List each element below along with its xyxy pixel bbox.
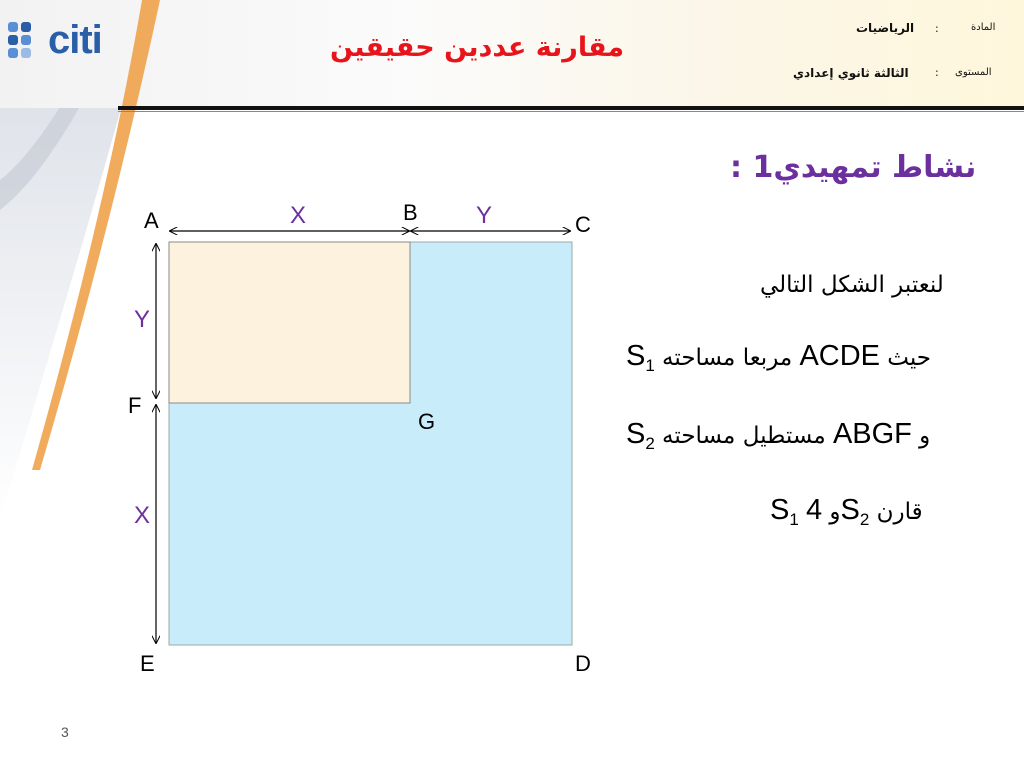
- compare-and: و: [829, 499, 841, 525]
- and-word: و: [919, 423, 931, 449]
- definition-line-1: [626, 340, 931, 376]
- point-b-label: B: [403, 200, 418, 225]
- area-s1: $S_1$: [626, 340, 655, 375]
- point-e-label: E: [140, 651, 155, 676]
- rectangle-area-text: مستطيل مساحته: [662, 423, 826, 449]
- rectangle-abgf: [169, 242, 410, 403]
- level-separator: :: [935, 66, 939, 79]
- square-area-text: مربعا مساحته: [662, 345, 793, 371]
- page-number: 3: [61, 724, 69, 740]
- subject-value: الرياضيات: [856, 21, 915, 35]
- activity-title: نشاط تمهيدي1 :: [730, 150, 977, 185]
- area-s2: $S_2$: [626, 418, 655, 453]
- point-f-label: F: [128, 393, 142, 418]
- level-label: المستوى: [955, 67, 992, 78]
- segment-x-left-label: X: [134, 502, 151, 529]
- point-g-label: G: [418, 409, 436, 434]
- subject-separator: :: [935, 22, 939, 35]
- rectangle-name: ABGF: [832, 418, 912, 450]
- page-title: مقارنة عددين حقيقين: [330, 32, 625, 63]
- segment-y-top-label: Y: [476, 202, 493, 229]
- level-value: الثالثة ثانوي إعدادي: [793, 66, 909, 80]
- compare-word: قارن: [876, 499, 923, 525]
- where-word: حيث: [887, 345, 932, 371]
- citi-logo: [8, 18, 102, 62]
- square-name: ACDE: [799, 340, 881, 372]
- subject-label: المادة: [971, 22, 996, 33]
- point-a-label: A: [144, 208, 159, 233]
- segment-y-left-label: Y: [134, 306, 151, 333]
- point-c-label: C: [575, 212, 591, 237]
- four-s2: $4S_2$: [806, 494, 870, 529]
- area-s1-compare: $S_1$: [770, 494, 799, 529]
- compare-line: [770, 494, 923, 530]
- point-d-label: D: [575, 651, 591, 676]
- logo-icon: [8, 22, 44, 58]
- definition-line-2: [626, 418, 930, 454]
- intro-line: [760, 268, 944, 299]
- intro-text: لنعتبر الشكل التالي: [760, 272, 944, 298]
- segment-x-top-label: X: [290, 202, 307, 229]
- logo-text: citi: [48, 17, 102, 62]
